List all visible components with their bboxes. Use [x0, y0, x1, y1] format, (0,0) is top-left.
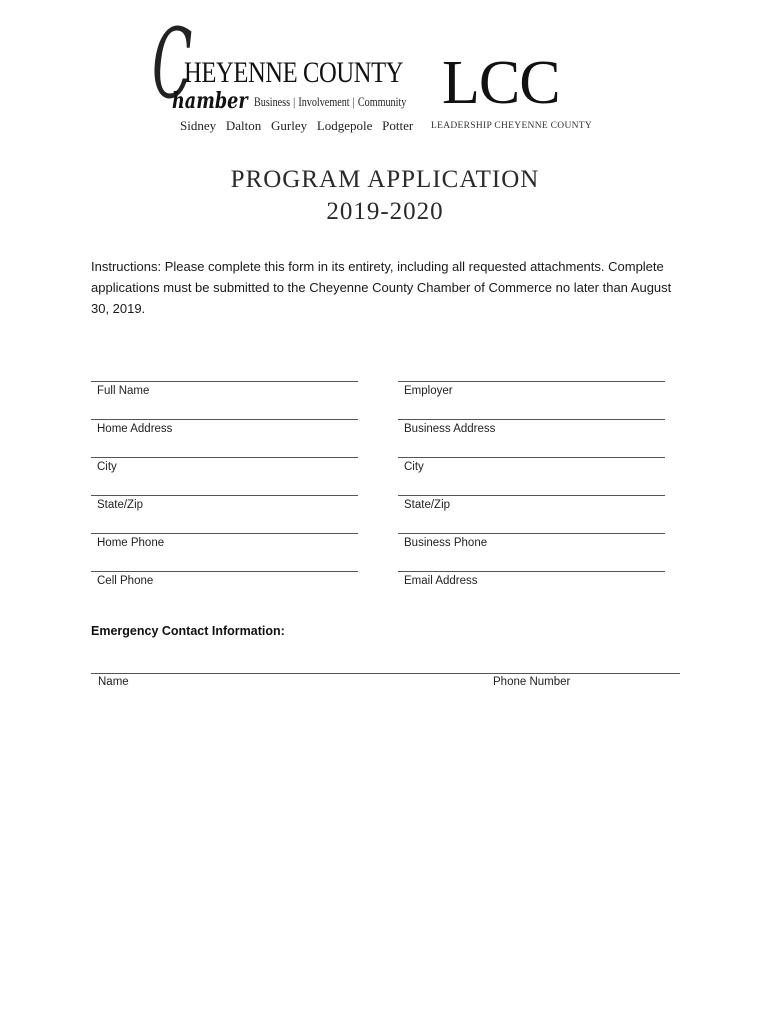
- instructions-text: Instructions: Please complete this form in its entirety, including all requested attachments. Complete applications must be submitted to the Cheyenne County Chamber of Commerce no later than August 30, 2019.: [91, 259, 672, 316]
- chamber-towns: Sidney Dalton Gurley Lodgepole Potter: [180, 118, 414, 133]
- chamber-logo: [150, 8, 414, 140]
- employer-field[interactable]: [398, 381, 665, 397]
- field-label: Cell Phone: [97, 575, 154, 587]
- business-city-field[interactable]: [398, 457, 665, 473]
- field-label: Employer: [404, 385, 453, 397]
- chamber-logo-hamber: hamber: [172, 88, 248, 114]
- lcc-logo: [430, 49, 620, 142]
- tagline-involvement: Involvement: [298, 94, 350, 109]
- home-address-field[interactable]: [91, 419, 358, 435]
- home-city-field[interactable]: [91, 457, 358, 473]
- field-label: City: [97, 461, 117, 473]
- emergency-phone-label: Phone Number: [493, 676, 571, 688]
- field-label: State/Zip: [404, 499, 451, 511]
- field-label: Full Name: [97, 385, 150, 397]
- business-phone-field[interactable]: [398, 533, 665, 549]
- home-phone-field[interactable]: [91, 533, 358, 549]
- field-label: State/Zip: [97, 499, 144, 511]
- page-title-year: 2019-2020: [326, 198, 444, 225]
- field-label: Business Phone: [404, 537, 488, 549]
- business-state-zip-field[interactable]: [398, 495, 665, 511]
- full-name-field[interactable]: [91, 381, 358, 397]
- email-address-field[interactable]: [398, 571, 665, 587]
- field-label: Email Address: [404, 575, 478, 587]
- lcc-logo-mark: LCC: [442, 49, 560, 117]
- emergency-contact-line[interactable]: [91, 673, 680, 674]
- cell-phone-field[interactable]: [91, 571, 358, 587]
- lcc-logo-subtitle: LEADERSHIP CHEYENNE COUNTY: [431, 121, 593, 131]
- chamber-logo-c: C: [152, 8, 193, 120]
- chamber-logo-heyenne: HEYENNE COUNTY: [184, 56, 404, 89]
- chamber-tagline: Business | Involvement | Community: [254, 94, 407, 109]
- tagline-community: Community: [357, 94, 407, 109]
- home-state-zip-field[interactable]: [91, 495, 358, 511]
- business-address-field[interactable]: [398, 419, 665, 435]
- tagline-business: Business: [254, 94, 291, 109]
- field-label: Business Address: [404, 423, 496, 435]
- field-label: Home Address: [97, 423, 173, 435]
- emergency-name-label: Name: [98, 676, 129, 688]
- page-title: PROGRAM APPLICATION: [230, 166, 540, 193]
- field-label: City: [404, 461, 424, 473]
- emergency-contact-heading: Emergency Contact Information:: [91, 624, 285, 638]
- field-label: Home Phone: [97, 537, 165, 549]
